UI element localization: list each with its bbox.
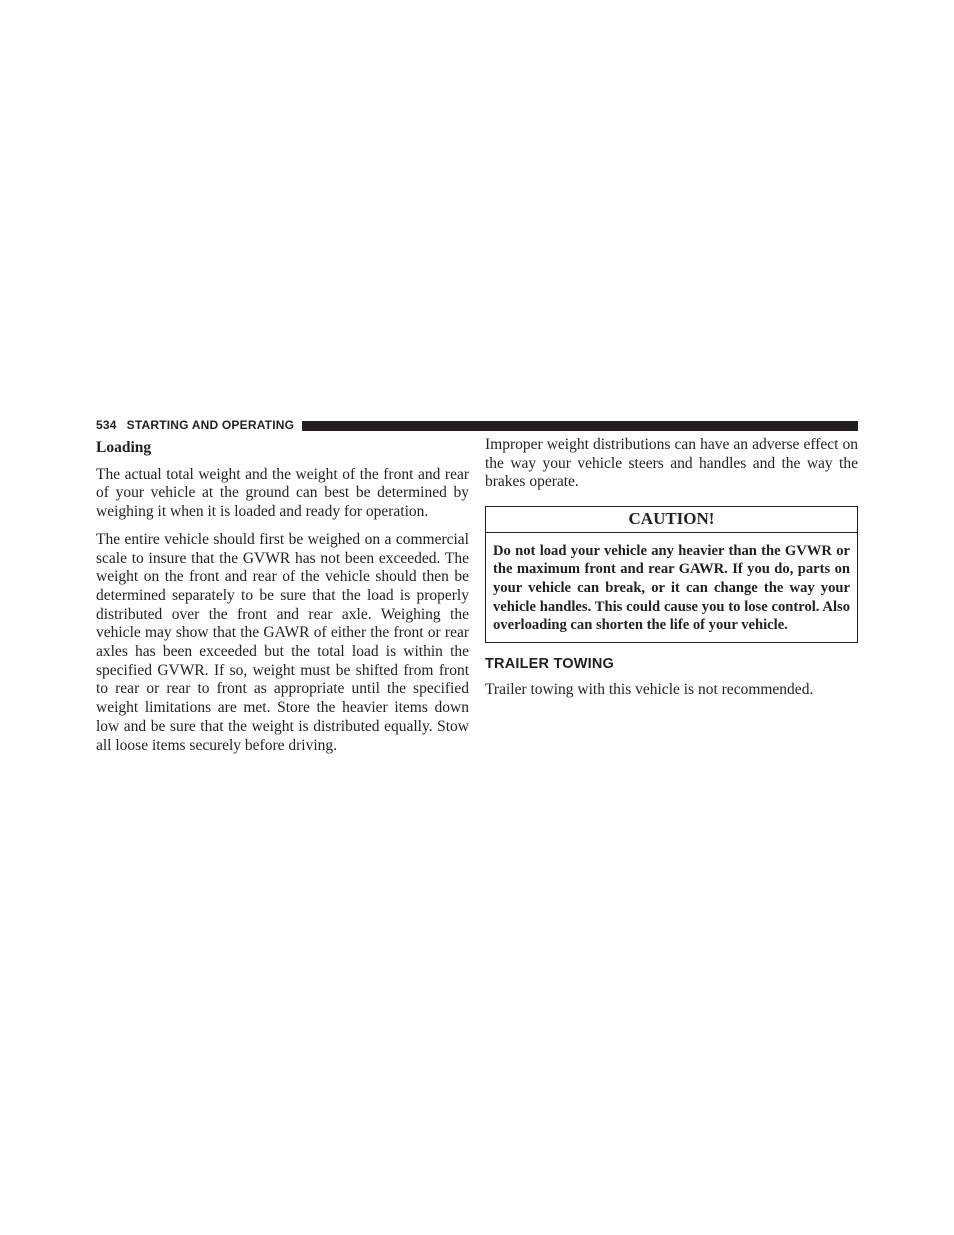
weight-distribution-paragraph: Improper weight distributions can have an adverse effect on the way your vehicle steers and handles and the way the brakes operate. — [485, 436, 858, 491]
running-section-title: STARTING AND OPERATING — [126, 418, 295, 432]
page-number: 534 — [96, 418, 117, 432]
loading-heading: Loading — [96, 439, 152, 456]
loading-paragraph-2: The entire vehicle should first be weighed on a commercial scale to insure that the GVWR has not been exceeded. The weight on the front and rear of the vehicle should then be determined separately to be sure that the load is properly distributed over the front and rear axle. Weighing the vehicle may show that the GAWR of either the front or rear axles has been exceeded but the total load is within the specified GVWR. If so, weight must be shifted from front to rear or rear to front as appropriate until the specified weight limitations are met. Store the heavier items down low and be sure that the weight is distributed equally. Stow all loose items securely before driving. — [96, 530, 469, 754]
right-column — [485, 436, 858, 709]
trailer-towing-heading: TRAILER TOWING — [485, 655, 614, 672]
page-header — [96, 416, 858, 434]
caution-title: CAUTION! — [486, 507, 857, 533]
caution-box — [485, 506, 858, 643]
trailer-towing-paragraph: Trailer towing with this vehicle is not recommended. — [485, 681, 814, 699]
caution-text: Do not load your vehicle any heavier than the GVWR or the maximum front and rear GAWR. If you do, parts on your vehicle can break, or it can change the way your vehicle handles. This could cause you to lose control. Also overloading can shorten the life of your vehicle. — [493, 542, 850, 634]
loading-paragraph-1: The actual total weight and the weight of the front and rear of your vehicle at the ground can best be determined by weighing it when it is loaded and ready for operation. — [96, 465, 469, 521]
left-column — [96, 436, 469, 764]
header-rule — [302, 421, 858, 431]
